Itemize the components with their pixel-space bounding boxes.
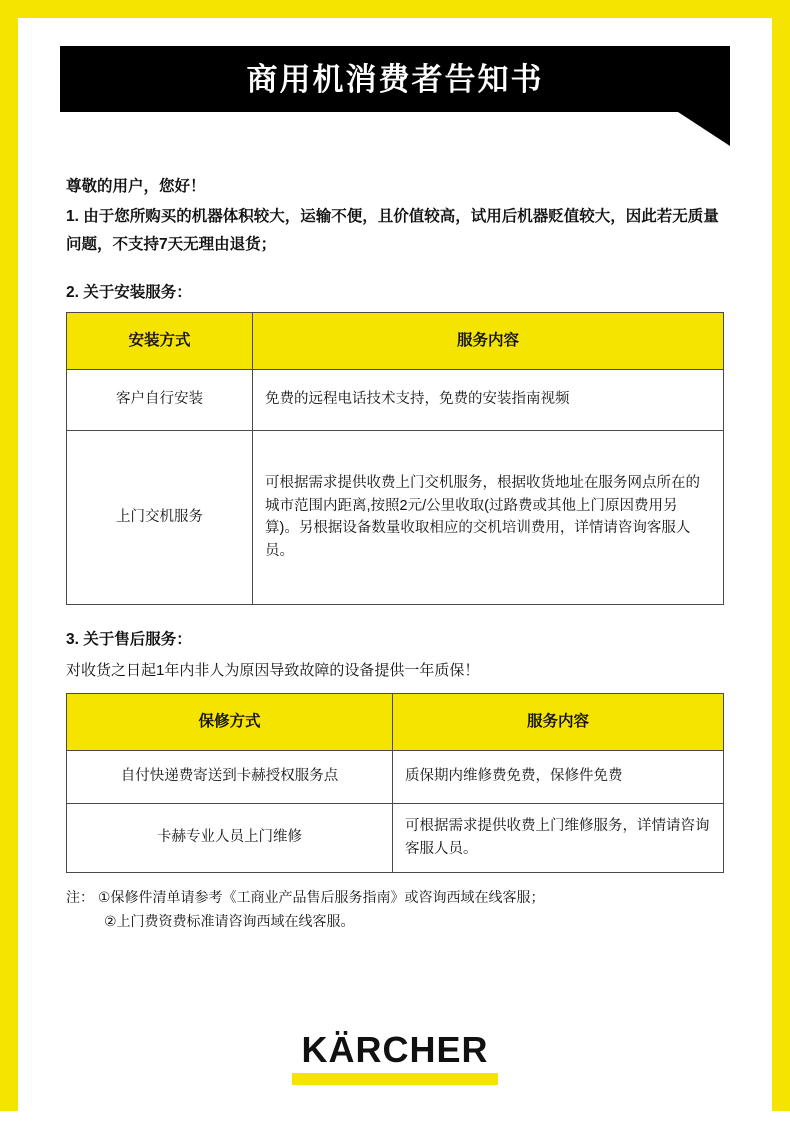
section-heading-aftersales: 3. 关于售后服务： xyxy=(66,630,192,648)
cell-install-method: 客户自行安装 xyxy=(67,369,253,430)
footnote-2: ②上门费资费标准请咨询西域在线客服。 xyxy=(104,913,355,930)
table-header-row xyxy=(67,693,724,750)
table-header-row xyxy=(67,312,724,369)
intro-item-1: 1. 由于您所购买的机器体积较大，运输不便，且价值较高，试用后机器贬值较大，因此若无质量问题，不支持7天无理由退货； xyxy=(66,208,719,253)
aftersales-subnote: 对收货之日起1年内非人为原因导致故障的设备提供一年质保！ xyxy=(66,661,480,679)
cell-warranty-content: 质保期内维修费免费，保修件免费 xyxy=(393,750,724,803)
document-content xyxy=(18,172,772,934)
cell-install-content: 可根据需求提供收费上门交机服务，根据收货地址在服务网点所在的城市范围内距离,按照2元/公里收取(过路费或其他上门原因费用另算)。另根据设备数量收取相应的交机培训费用，详情请咨询客服人员。 xyxy=(253,430,724,604)
column-header-install-method: 安装方式 xyxy=(67,312,253,369)
cell-warranty-method: 自付快递费寄送到卡赫授权服务点 xyxy=(67,750,393,803)
column-header-warranty-content: 服务内容 xyxy=(393,693,724,750)
brand-logo xyxy=(18,1029,772,1085)
cell-warranty-method: 卡赫专业人员上门维修 xyxy=(67,803,393,872)
logo-wordmark: KÄRCHER xyxy=(301,1029,489,1070)
banner-bar xyxy=(60,46,730,112)
column-header-install-content: 服务内容 xyxy=(253,312,724,369)
logo-underline-bar xyxy=(292,1073,498,1085)
table-row xyxy=(67,369,724,430)
column-header-warranty-method: 保修方式 xyxy=(67,693,393,750)
table-row xyxy=(67,803,724,872)
document-inner xyxy=(18,46,772,1121)
cell-warranty-content: 可根据需求提供收费上门维修服务，详情请咨询客服人员。 xyxy=(393,803,724,872)
cell-install-method: 上门交机服务 xyxy=(67,430,253,604)
page-title: 商用机消费者告知书 xyxy=(246,61,544,97)
header-banner xyxy=(60,46,730,138)
cell-install-content: 免费的远程电话技术支持，免费的安装指南视频 xyxy=(253,369,724,430)
greeting-text: 尊敬的用户，您好！ xyxy=(66,178,206,195)
footnotes xyxy=(66,885,724,934)
footnote-1: 注： ①保修件清单请参考《工商业产品售后服务指南》或咨询西域在线客服； xyxy=(66,888,545,905)
install-service-table xyxy=(66,312,724,605)
table-row xyxy=(67,430,724,604)
section-heading-install: 2. 关于安装服务： xyxy=(66,283,192,301)
table-row xyxy=(67,750,724,803)
warranty-service-table xyxy=(66,693,724,873)
banner-tail-shape xyxy=(678,112,730,146)
